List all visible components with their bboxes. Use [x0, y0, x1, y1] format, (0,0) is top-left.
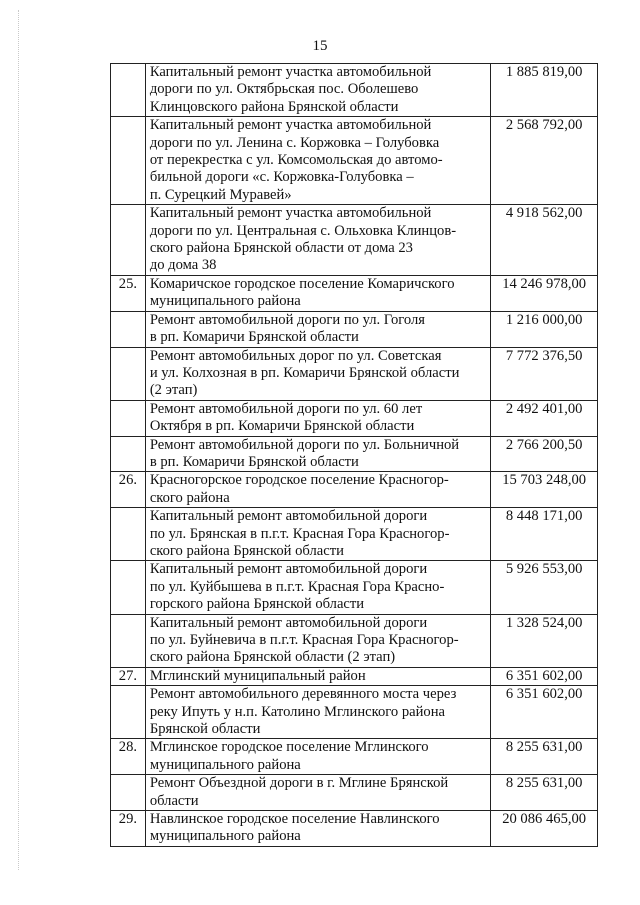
row-description: Капитальный ремонт автомобильной дороги по ул. Буйневича в п.г.т. Красная Гора Красногор- ского района Брянской области (2 этап)	[145, 614, 491, 667]
row-amount: 2 766 200,50	[491, 436, 598, 472]
table-row	[111, 561, 598, 614]
row-amount: 4 918 562,00	[491, 205, 598, 276]
row-amount: 20 086 465,00	[491, 811, 598, 847]
row-description: Ремонт автомобильных дорог по ул. Советская и ул. Колхозная в рп. Комаричи Брянской области (2 этап)	[145, 347, 491, 400]
row-amount: 14 246 978,00	[491, 275, 598, 311]
row-number	[111, 400, 146, 436]
table-row	[111, 508, 598, 561]
row-number	[111, 614, 146, 667]
margin-binding-dots	[18, 10, 21, 870]
row-description: Ремонт автомобильной дороги по ул. 60 лет Октября в рп. Комаричи Брянской области	[145, 400, 491, 436]
row-amount: 2 492 401,00	[491, 400, 598, 436]
table-row	[111, 686, 598, 739]
table-row	[111, 275, 598, 311]
row-number: 26.	[111, 472, 146, 508]
row-description: Ремонт Объездной дороги в г. Мглине Брянской области	[145, 775, 491, 811]
table-row	[111, 117, 598, 205]
row-description: Капитальный ремонт участка автомобильной дороги по ул. Центральная с. Ольховка Клинцов- ского района Брянской области от дома 23 до дома 38	[145, 205, 491, 276]
table-row	[111, 400, 598, 436]
row-number: 27.	[111, 667, 146, 685]
page-number: 15	[312, 38, 328, 54]
row-number	[111, 205, 146, 276]
row-number	[111, 347, 146, 400]
row-amount: 6 351 602,00	[491, 667, 598, 685]
row-number	[111, 775, 146, 811]
row-amount: 6 351 602,00	[491, 686, 598, 739]
row-description: Капитальный ремонт автомобильной дороги по ул. Куйбышева в п.г.т. Красная Гора Красно- горского района Брянской области	[145, 561, 491, 614]
row-amount: 1 216 000,00	[491, 311, 598, 347]
row-description: Капитальный ремонт участка автомобильной дороги по ул. Октябрьская пос. Оболешево Клинцовского района Брянской области	[145, 64, 491, 117]
row-amount: 1 885 819,00	[491, 64, 598, 117]
table-row	[111, 739, 598, 775]
row-number	[111, 436, 146, 472]
table-row	[111, 614, 598, 667]
row-number	[111, 508, 146, 561]
row-description: Красногорское городское поселение Красногор- ского района	[145, 472, 491, 508]
budget-table	[110, 63, 598, 847]
table-row	[111, 347, 598, 400]
row-number: 29.	[111, 811, 146, 847]
row-amount: 7 772 376,50	[491, 347, 598, 400]
table-row	[111, 311, 598, 347]
row-description: Мглинское городское поселение Мглинского муниципального района	[145, 739, 491, 775]
table-row	[111, 436, 598, 472]
row-number: 28.	[111, 739, 146, 775]
row-number	[111, 686, 146, 739]
table-row	[111, 205, 598, 276]
row-amount: 5 926 553,00	[491, 561, 598, 614]
row-description: Ремонт автомобильной дороги по ул. Больничной в рп. Комаричи Брянской области	[145, 436, 491, 472]
row-amount: 2 568 792,00	[491, 117, 598, 205]
row-amount: 1 328 524,00	[491, 614, 598, 667]
row-amount: 8 255 631,00	[491, 739, 598, 775]
row-description: Мглинский муниципальный район	[145, 667, 491, 685]
row-amount: 8 448 171,00	[491, 508, 598, 561]
table-row	[111, 811, 598, 847]
table-row	[111, 775, 598, 811]
table-row	[111, 64, 598, 117]
row-description: Ремонт автомобильного деревянного моста через реку Ипуть у н.п. Католино Мглинского района Брянской области	[145, 686, 491, 739]
row-number	[111, 561, 146, 614]
row-description: Ремонт автомобильной дороги по ул. Гоголя в рп. Комаричи Брянской области	[145, 311, 491, 347]
row-amount: 15 703 248,00	[491, 472, 598, 508]
row-description: Капитальный ремонт автомобильной дороги по ул. Брянская в п.г.т. Красная Гора Красногор- ского района Брянской области	[145, 508, 491, 561]
row-number	[111, 117, 146, 205]
row-description: Капитальный ремонт участка автомобильной дороги по ул. Ленина с. Коржовка – Голубовка от перекрестка с ул. Комсомольская до автомо- бильной дороги «с. Коржовка-Голубовка – п. Сурецкий Муравей»	[145, 117, 491, 205]
row-description: Комаричское городское поселение Комаричского муниципального района	[145, 275, 491, 311]
row-number	[111, 311, 146, 347]
table-row	[111, 667, 598, 685]
budget-table-body	[111, 64, 598, 847]
row-number: 25.	[111, 275, 146, 311]
row-number	[111, 64, 146, 117]
row-description: Навлинское городское поселение Навлинского муниципального района	[145, 811, 491, 847]
row-amount: 8 255 631,00	[491, 775, 598, 811]
table-row	[111, 472, 598, 508]
